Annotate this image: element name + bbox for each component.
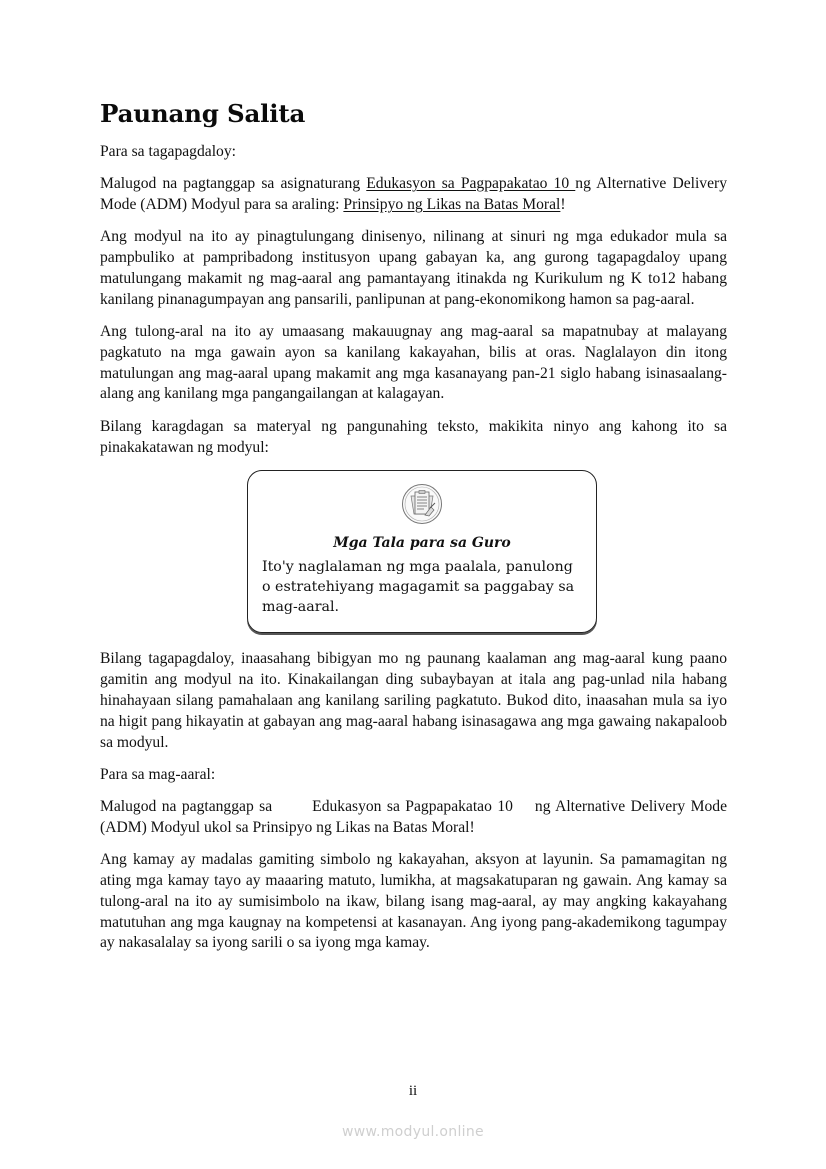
- document-page: [100, 96, 727, 966]
- student-heading: Para sa mag-aaral:: [100, 765, 216, 783]
- teacher-welcome-prefix: Malugod na pagtanggap sa asignaturang: [100, 175, 367, 193]
- student-paragraph-hands: Ang kamay ay madalas gamiting simbolo ng kakayahan, aksyon at layunin. Sa pamamagitan ng ating mga kamay tayo ay maaaring matuto, lumikha, at magsakatuparan ng gawain. Ang kamay sa tulong-aral na ito ay sumisimbolo na ikaw, bilang isang mag-aaral, ay may angking kakayahang matutuhan ang mga kaugnay na kompetensi at kasanayan. Ang iyong pang-akademikong tagumpay ay nakasalalay sa iyong sarili o sa iyong mga kamay.: [100, 851, 727, 952]
- teacher-welcome-paragraph: [100, 174, 727, 216]
- teacher-heading: Para sa tagapagdaloy:: [100, 143, 236, 160]
- teacher-paragraph-box-intro: Bilang karagdagan sa materyal ng pangunahing teksto, makikita ninyo ang kahong ito sa pinakakatawan ng modyul:: [100, 417, 727, 456]
- student-welcome-paragraph: [100, 797, 727, 839]
- teacher-welcome-suffix: !: [560, 196, 566, 214]
- teacher-paragraph-design: Ang modyul na ito ay pinagtulungang dinisenyo, nilinang at sinuri ng mga edukador mula sa pampbuliko at pampribadong institusyon upang gabayan ka, ang gurong tagapagdaloy upang matulungang makamit ng mag-aaral ang pamantayang itinakda ng Kurikulum ng K to12 habang kanilang pinanagumpayan ang pansarili, panlipunan at pang-ekonomikong hamon sa pag-aaral.: [100, 228, 727, 308]
- teacher-welcome-middle: ng Alternative Delivery Mode (ADM) Modyul para sa araling:: [100, 175, 728, 214]
- teacher-notes-icon: [401, 483, 443, 525]
- teacher-closing-paragraph: Bilang tagapagdaloy, inaasahang bibigyan mo ng paunang kaalaman ang mag-aaral kung paano gamitin ang modyul na ito. Kinakailangan ding subaybayan at itala ang pag-unlad nila habang hinahayaan silang pamahalaan ang kanilang sariling pagkatuto. Bukod dito, inaasahan mula sa iyo na higit pang hikayatin at gabayan ang mag-aaral habang isinasagawa ang mga gawaing nakapaloob sa modyul.: [100, 650, 727, 751]
- student-welcome-suffix: ng Alternative Delivery Mode (ADM) Modyul ukol sa Prinsipyo ng Likas na Batas Moral!: [100, 798, 728, 836]
- page-title: Paunang Salita: [100, 99, 306, 128]
- teacher-notes-box: [247, 470, 597, 633]
- lesson-name: Prinsipyo ng Likas na Batas Moral: [343, 196, 561, 214]
- teacher-notes-body: Ito'y naglalaman ng mga paalala, panulong o estratehiyang magagamit sa paggabay sa mag-aaral.: [262, 559, 575, 616]
- page-number: ii: [408, 1083, 418, 1099]
- teacher-notes-title: Mga Tala para sa Guro: [333, 535, 511, 552]
- teacher-paragraph-purpose: Ang tulong-aral na ito ay umaasang makauugnay ang mag-aaral sa mapatnubay at malayang pagkatuto na mga gawain ayon sa kanilang kakayahan, bilis at oras. Naglalayon din itong matulungan ang mag-aaral upang makamit ang mga kasanayang pan-21 siglo habang isinasaalang-alang ang kanilang mga pangangailangan at kalagayan.: [100, 323, 727, 403]
- subject-name: Edukasyon sa Pagpapakatao 10: [366, 175, 576, 193]
- student-welcome-prefix: Malugod na pagtanggap sa: [100, 798, 273, 816]
- watermark: www.modyul.online: [342, 1124, 484, 1140]
- student-subject-name: Edukasyon sa Pagpapakatao 10: [312, 798, 513, 816]
